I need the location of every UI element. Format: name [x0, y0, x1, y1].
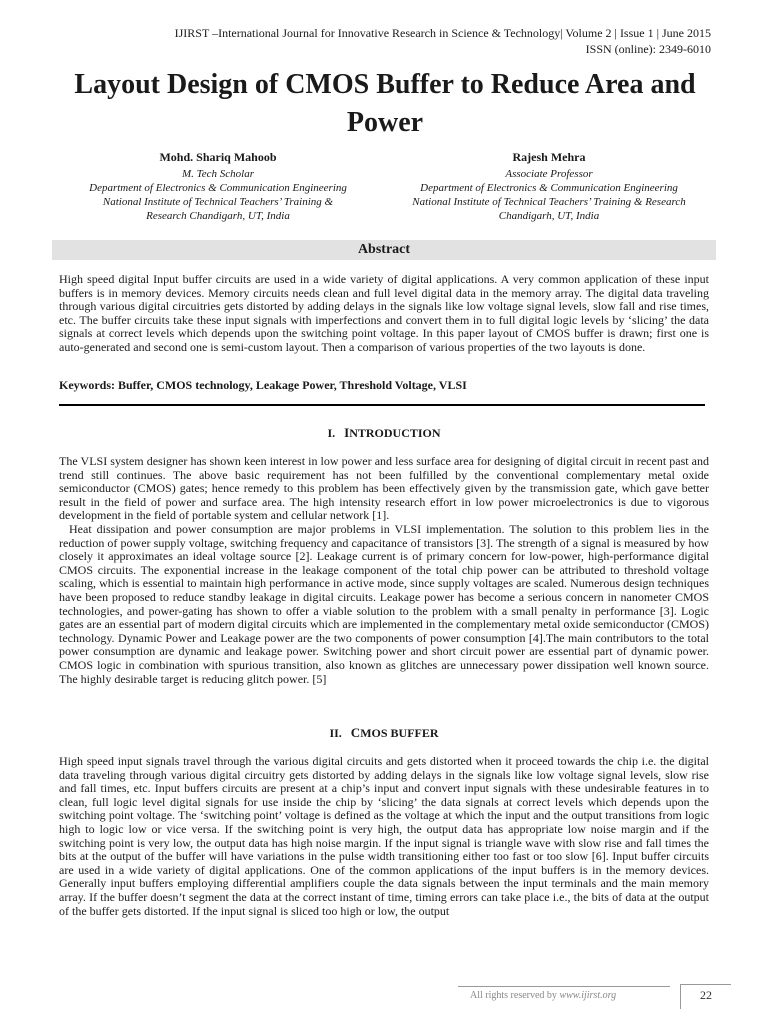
paragraph: High speed input signals travel through the various digital circuits and gets distorted when it proceed towards the chip i.e. the digital data traveling through various digital circuitry gets distorted by adding delays in the signals like low voltage signal levels, slow rise and fall times, etc. Input buffers circuits are present at a chip’s input and convert input signals with these undesirable features in to clean, full logic level digital signals for use inside the chip by ‘slicing’ the data signals at correct levels which depends upon the switching point voltage. The ‘switching point’ voltage is defined as the voltage at which the input and the output transitions from logic high to logic low or vice versa. If the switching point is very high, the output data has appropriate low noise margin and if the switching point is very low, the output data has high noise margin. If the input signal is triangle wave with slow rise and fall times the bits at the output of the buffer will have variations in the pulse width transitioning either too fast or too slow [6]. Input buffer circuits are used in a wide variety of digital applications. One of the common applications of the input buffers is in the memory devices. Generally input buffers employing differential amplifiers couple the data signals between the input terminals and the main memory array. If the buffer doesn’t segment the data at the correct instant of time, timing errors can take place i.e., the bits of data at the output of the buffer gets distorted. If the input signal is sliced too high or low, the output — [59, 754, 709, 918]
author-block-1 — [58, 150, 378, 223]
footer-rights — [470, 990, 660, 1001]
section-number: II. — [329, 726, 342, 740]
author-name: Rajesh Mehra — [512, 150, 586, 164]
abstract-heading: Abstract — [52, 240, 716, 260]
page-number: 22 — [680, 984, 731, 1009]
section-heading-introduction — [59, 425, 709, 441]
issn-line: ISSN (online): 2349-6010 — [585, 42, 711, 56]
journal-header: IJIRST –International Journal for Innovative Research in Science & Technology| Volume 2 | Issue 1 | June 2015 — [174, 26, 711, 40]
author-name: Mohd. Shariq Mahoob — [159, 150, 277, 164]
section-title-initial: C — [350, 725, 361, 740]
paper-title: Layout Design of CMOS Buffer to Reduce Area and Power — [74, 69, 696, 138]
rights-text: All rights reserved by — [470, 990, 557, 1001]
author-role: Associate Professor — [505, 168, 593, 180]
footer-divider — [458, 986, 670, 987]
keywords: Keywords: Buffer, CMOS technology, Leakage Power, Threshold Voltage, VLSI — [59, 378, 467, 392]
section-title-initial: I — [344, 425, 350, 440]
introduction-body — [59, 455, 709, 686]
author-institution: National Institute of Technical Teachers’ Training & Research — [412, 196, 686, 208]
author-block-2 — [388, 150, 710, 223]
author-department: Department of Electronics & Communication Engineering — [420, 182, 678, 194]
paragraph: Heat dissipation and power consumption are major problems in VLSI implementation. The solution to this problem lies in the reduction of power supply voltage, switching frequency and capacitance of transistors [3]. The strength of a signal is measured by how closely it approximates an ideal voltage source [2]. Leakage current is of primary concern for low-power, high-performance digital CMOS circuits. The exponential increase in the leakage component of the total chip power can be attributed to threshold voltage scaling, which is essential to maintain high performance in active mode, since supply voltages are scaled. Numerous design techniques have been proposed to reduce standby leakage in digital circuits. Leakage power has become a serious concern in nanometer CMOS technologies, and power-gating has shown to offer a viable solution to the problem with a small penalty in performance [3]. Logic gates are an essential part of modern digital circuits which are implemented in the complementary metal oxide semiconductor (CMOS) technology. Dynamic Power and Leakage power are the two components of power consumption [4].The main contributors to the total power consumption are dynamic and leakage power. Switching power and short circuit power are essential part of dynamic power. CMOS logic in combination with spurious transition, also known as glitches are unnecessary power dissipation well known source. The highly desirable target is reducing glitch power. [5] — [59, 521, 709, 686]
abstract-paragraph: High speed digital Input buffer circuits are used in a wide variety of digital applications. A very common application of these input buffers is in memory devices. Memory circuits needs clean and full level digital data in the memory array. The digital data traveling through various digital circuitries gets distorted by adding delays in the signals like low voltage signal levels, slow fall and rise times, etc. The buffer circuits take these input signals with imperfections and convert them in to full digital logic levels by ‘slicing’ the data signals at correct levels which depends upon the switching point voltage. In this paper layout of CMOS buffer is drawn; first one is auto-generated and second one is semi-custom layout. Then a comparison of various properties of the two layouts is done. — [59, 272, 709, 354]
author-role: M. Tech Scholar — [181, 168, 254, 180]
author-location: Research Chandigarh, UT, India — [146, 210, 290, 222]
section-title-rest: MOS BUFFER — [360, 726, 439, 740]
author-location: Chandigarh, UT, India — [498, 210, 600, 222]
cmos-buffer-body — [59, 755, 709, 918]
section-number: I. — [327, 426, 336, 440]
abstract-text — [59, 273, 709, 355]
section-heading-cmos-buffer — [59, 725, 709, 741]
divider — [59, 404, 705, 406]
author-department: Department of Electronics & Communication Engineering — [89, 182, 347, 194]
site-link[interactable]: www.ijirst.org — [559, 990, 617, 1001]
paragraph: The VLSI system designer has shown keen interest in low power and less surface area for designing of digital circuit in recent past and trend still continues. The above basic requirement has not been fulfilled by the conventional complementary metal oxide semiconductor (CMOS) gates; hence remedy to this problem has been effectively given by the transmission gate, which gave better result in the field of power and surface area. The high intensity research effort in low power microelectronics is due to vigorous development in the field of portable system and cellular network [1]. — [59, 454, 709, 523]
author-institution: National Institute of Technical Teachers’ Training & — [102, 196, 334, 208]
section-title-rest: NTRODUCTION — [349, 426, 441, 440]
